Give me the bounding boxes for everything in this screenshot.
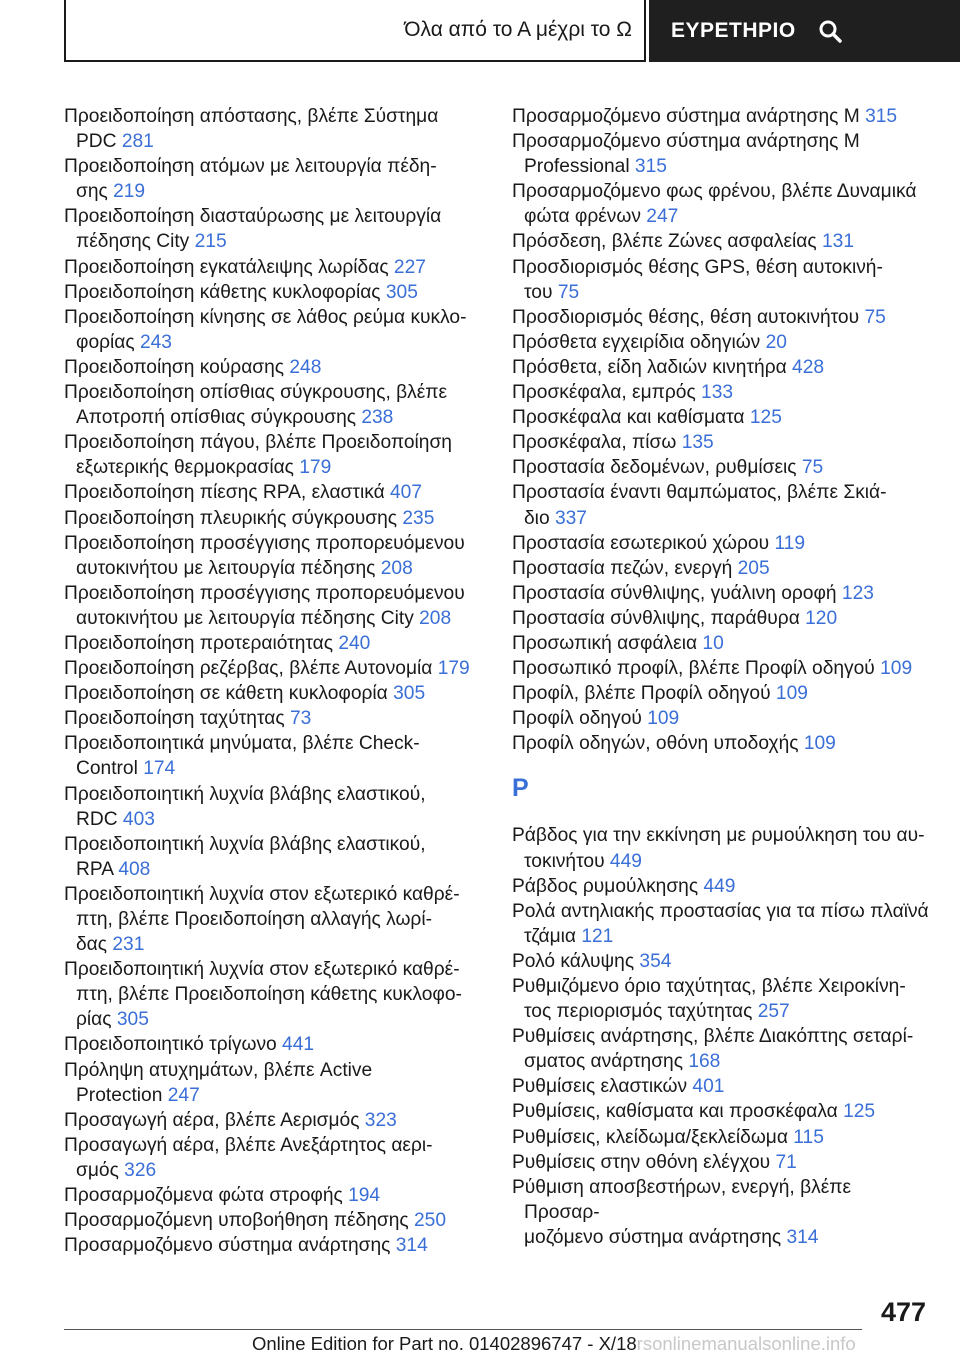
index-entry-text: Προσαρμοζόμενο φως φρένου, βλέπε Δυναμικά xyxy=(512,181,917,203)
index-entry-text: Προειδοποίηση πίεσης RPA, ελαστικά xyxy=(64,482,391,504)
index-entry-text: Προσαρμοζόμενα φώτα στροφής xyxy=(64,1185,349,1207)
page-link[interactable]: 205 xyxy=(737,557,770,579)
page-link[interactable]: 219 xyxy=(113,181,146,203)
index-entry xyxy=(64,1208,474,1233)
index-entry xyxy=(512,1024,932,1074)
index-entry xyxy=(512,1150,932,1175)
page-link[interactable]: 131 xyxy=(821,231,854,253)
page-link[interactable]: 109 xyxy=(647,708,680,730)
page-link[interactable]: 208 xyxy=(380,557,413,579)
index-entry xyxy=(512,1099,932,1124)
index-entry xyxy=(64,1058,474,1108)
index-entry xyxy=(64,506,474,531)
index-entry xyxy=(512,899,932,949)
index-entry-text: Προσαρμοζόμενο σύστημα ανάρτησης M xyxy=(512,106,866,127)
index-entry-text: εξωτερικής θερμοκρασίας xyxy=(76,457,300,479)
page-link[interactable]: 135 xyxy=(681,432,714,454)
top-navigation xyxy=(64,0,960,64)
index-list-r xyxy=(512,823,932,1250)
index-entry-text: Προειδοποίηση ρεζέρβας, βλέπε Αυτονομία xyxy=(64,658,438,680)
page-link[interactable]: 240 xyxy=(338,632,371,654)
page-link[interactable]: 133 xyxy=(701,382,734,404)
index-entry-text: αυτοκινήτου με λειτουργία πέδησης xyxy=(76,557,381,579)
index-entry-text: φορίας xyxy=(76,331,140,353)
index-entry xyxy=(64,255,474,280)
index-entry xyxy=(512,1175,932,1250)
page-link[interactable]: 337 xyxy=(554,507,587,529)
index-entry xyxy=(512,405,932,430)
page-link[interactable]: 119 xyxy=(774,532,806,554)
search-icon[interactable] xyxy=(818,19,842,43)
page-link[interactable]: 449 xyxy=(609,850,642,872)
page-link[interactable]: 123 xyxy=(841,582,874,604)
page-link[interactable]: 227 xyxy=(393,256,426,278)
page-link[interactable]: 179 xyxy=(299,457,332,479)
page-link[interactable]: 231 xyxy=(112,934,145,956)
page-link[interactable]: 354 xyxy=(639,950,672,972)
index-entry-text: τοκινήτου xyxy=(524,850,610,872)
index-column-right xyxy=(512,104,932,1250)
index-entry xyxy=(512,731,932,756)
page-link[interactable]: 109 xyxy=(880,658,913,680)
index-entry xyxy=(512,531,932,556)
index-entry xyxy=(64,1032,474,1057)
index-entry xyxy=(512,974,932,1024)
index-entry xyxy=(512,874,932,899)
index-entry-text: PDC xyxy=(76,131,122,153)
index-entry xyxy=(64,957,474,1032)
page-link[interactable]: 125 xyxy=(749,407,782,429)
index-entry-text: Προειδοποίηση σε κάθετη κυκλοφορία xyxy=(64,683,394,705)
page-link[interactable]: 75 xyxy=(864,306,886,328)
index-entry xyxy=(64,1183,474,1208)
index-entry-text: Προστασία σύνθλιψης, παράθυρα xyxy=(512,607,806,629)
index-entry xyxy=(64,832,474,882)
index-entry xyxy=(64,380,474,430)
index-entry xyxy=(64,305,474,355)
page-link[interactable]: 428 xyxy=(792,356,825,378)
page-link[interactable]: 314 xyxy=(395,1235,428,1257)
index-entry-text: Προειδοποίηση πάγου, βλέπε Προειδοποίηση xyxy=(64,432,452,454)
index-entry-text: σμός xyxy=(76,1159,125,1181)
index-entry-text: Προειδοποιητική λυχνία βλάβης ελαστικού, xyxy=(64,783,426,805)
index-entry-text: Ρυθμίσεις ανάρτησης, βλέπε Διακόπτης σεταρί- xyxy=(512,1026,914,1048)
index-entry-text: Προσωπική ασφάλεια xyxy=(512,632,703,654)
index-entry xyxy=(64,531,474,581)
page-link[interactable]: 315 xyxy=(865,106,898,127)
page-link[interactable]: 441 xyxy=(282,1034,315,1056)
index-entry-text: Προστασία έναντι θαμπώματος, βλέπε Σκιά- xyxy=(512,482,887,504)
index-entry-text: Ρύθμιση αποσβεστήρων, ενεργή, βλέπε Προσαρ- xyxy=(512,1176,852,1223)
page-link[interactable]: 71 xyxy=(775,1151,797,1173)
page-link[interactable]: 115 xyxy=(793,1126,824,1148)
index-entry-text: RPA xyxy=(76,858,119,880)
page-link[interactable]: 449 xyxy=(703,875,736,897)
index-entry-text: φώτα φρένων xyxy=(524,206,647,228)
index-entry xyxy=(512,229,932,254)
page-link[interactable]: 73 xyxy=(289,708,312,730)
index-entry-text: Προσκέφαλα, εμπρός xyxy=(512,382,702,404)
page-link[interactable]: 305 xyxy=(385,281,418,303)
index-entry xyxy=(64,355,474,380)
index-entry-text: RDC xyxy=(76,808,123,830)
page-link[interactable]: 323 xyxy=(364,1109,397,1131)
index-entry-text: Professional xyxy=(524,156,635,178)
index-entry xyxy=(64,681,474,706)
index-entry xyxy=(512,355,932,380)
page-link[interactable]: 208 xyxy=(419,607,452,629)
index-column-left xyxy=(64,104,474,1258)
index-entry-text: Ρολά αντηλιακής προστασίας για τα πίσω πλαϊνά xyxy=(512,900,929,922)
index-entry xyxy=(64,104,474,154)
index-entry-text: σης xyxy=(76,181,114,203)
index-entry-text: Προειδοποίηση προσέγγισης προπορευόμενου xyxy=(64,582,465,604)
tab-a-to-z[interactable] xyxy=(64,0,646,62)
index-entry-text: Προσαρμοζόμενο σύστημα ανάρτησης xyxy=(64,1235,396,1257)
index-entry-text: Προειδοποίηση διασταύρωσης με λειτουργία xyxy=(64,206,442,228)
page-link[interactable]: 125 xyxy=(843,1101,876,1123)
index-entry xyxy=(64,430,474,480)
page-link[interactable]: 194 xyxy=(348,1185,381,1207)
index-entry-text: του xyxy=(524,281,558,303)
index-entry-text: Προειδοποίηση οπίσθιας σύγκρουσης, βλέπε xyxy=(64,382,448,404)
index-entry-text: Προειδοποίηση εγκατάλειψης λωρίδας xyxy=(64,256,394,278)
index-entry xyxy=(64,1133,474,1183)
index-entry xyxy=(64,280,474,305)
index-entry-text: Προειδοποίηση κούρασης xyxy=(64,356,290,378)
index-entry-text: Ρολό κάλυψης xyxy=(512,950,640,972)
index-entry xyxy=(512,706,932,731)
index-entry xyxy=(512,1125,932,1150)
index-entry-text: Προειδοποίηση προσέγγισης προπορευόμενου xyxy=(64,532,465,554)
index-entry xyxy=(512,104,932,129)
index-entry-text: Πρόληψη ατυχημάτων, βλέπε Active xyxy=(64,1059,373,1081)
page-link[interactable]: 247 xyxy=(167,1084,200,1106)
index-entry xyxy=(64,480,474,505)
page-link[interactable]: 257 xyxy=(757,1001,790,1023)
index-entry-text: Προειδοποίηση ατόμων με λειτουργία πέδη- xyxy=(64,156,437,178)
index-entry xyxy=(512,380,932,405)
index-entry-text: διο xyxy=(524,507,555,529)
index-entry-text: Προφίλ οδηγού xyxy=(512,708,648,730)
index-list-p-continued xyxy=(512,104,932,756)
index-entry-text: Ρυθμίσεις στην οθόνη ελέγχου xyxy=(512,1151,776,1173)
page-link[interactable]: 248 xyxy=(289,356,322,378)
index-entry xyxy=(64,1108,474,1133)
index-entry-text: ρίας xyxy=(76,1009,117,1031)
page-link[interactable]: 408 xyxy=(118,858,151,880)
index-entry-text: Προφίλ οδηγών, οθόνη υποδοχής xyxy=(512,733,804,755)
index-entry-text: τζάμια xyxy=(524,925,582,947)
index-entry-text: Προσκέφαλα και καθίσματα xyxy=(512,407,750,429)
page-link[interactable]: 121 xyxy=(581,925,614,947)
index-entry-text: Προειδοποιητικό τρίγωνο xyxy=(64,1034,283,1056)
index-entry-text: Ράβδος ρυμούλκησης xyxy=(512,875,704,897)
index-entry-text: Προστασία δεδομένων, ρυθμίσεις xyxy=(512,457,802,479)
index-entry-text: Προειδοποίηση κάθετης κυκλοφορίας xyxy=(64,281,386,303)
index-entry-text: σματος ανάρτησης xyxy=(524,1051,689,1073)
page-number: 477 xyxy=(880,1297,926,1327)
page-link[interactable]: 407 xyxy=(390,482,423,504)
index-entry xyxy=(512,480,932,530)
index-entry-text: μοζόμενο σύστημα ανάρτησης xyxy=(524,1226,787,1248)
index-entry xyxy=(512,606,932,631)
index-entry-text: Αποτροπή οπίσθιας σύγκρουσης xyxy=(76,407,362,429)
index-entry-text: Πρόσθετα εγχειρίδια οδηγιών xyxy=(512,331,766,353)
page-link[interactable]: 20 xyxy=(765,331,787,353)
footer-watermark: rsonlinemanualsonline.info xyxy=(636,1333,856,1354)
page-link[interactable]: 250 xyxy=(414,1210,447,1232)
index-entry-text: Προσκέφαλα, πίσω xyxy=(512,432,682,454)
index-entry xyxy=(64,1233,474,1258)
page-link[interactable]: 401 xyxy=(692,1076,725,1098)
page-link[interactable]: 179 xyxy=(437,658,470,680)
page-link[interactable]: 305 xyxy=(393,683,426,705)
tab-index[interactable] xyxy=(649,0,960,62)
index-entry xyxy=(512,455,932,480)
footer-edition-text: Online Edition for Part no. 01402896747 - X/18 xyxy=(252,1333,637,1354)
page-link[interactable]: 247 xyxy=(646,206,679,228)
page-link[interactable]: 10 xyxy=(702,632,724,654)
index-entry-text: Προσδιορισμός θέσης GPS, θέση αυτοκινή- xyxy=(512,256,883,278)
page-link[interactable]: 168 xyxy=(688,1051,721,1073)
index-entry-text: Προσαρμοζόμενο σύστημα ανάρτησης M xyxy=(512,131,860,153)
page-link[interactable]: 174 xyxy=(143,758,176,780)
index-entry-text: Πρόσδεση, βλέπε Ζώνες ασφαλείας xyxy=(512,231,822,253)
index-entry-text: Προειδοποιητικά μηνύματα, βλέπε Check- xyxy=(64,733,420,755)
page-link[interactable]: 281 xyxy=(121,131,154,153)
index-entry xyxy=(64,706,474,731)
index-entry-text: Προσαγωγή αέρα, βλέπε Αερισμός xyxy=(64,1109,365,1131)
index-entry-text: Προειδοποίηση απόστασης, βλέπε Σύστημα xyxy=(64,106,439,127)
index-entry-text: Προειδοποίηση κίνησης σε λάθος ρεύμα κυκλο- xyxy=(64,306,467,328)
index-entry-text: Προειδοποιητική λυχνία στον εξωτερικό καθρέ- xyxy=(64,959,460,981)
index-entry-text: Προφίλ, βλέπε Προφίλ οδηγού xyxy=(512,683,776,705)
footer-divider xyxy=(64,1329,862,1330)
index-entry xyxy=(64,204,474,254)
index-entry xyxy=(512,430,932,455)
index-entry xyxy=(64,631,474,656)
index-entry-text: δας xyxy=(76,934,113,956)
index-entry-text: Ρυθμίσεις ελαστικών xyxy=(512,1076,693,1098)
page-link[interactable]: 403 xyxy=(122,808,155,830)
index-entry xyxy=(512,556,932,581)
index-entry xyxy=(64,731,474,781)
index-entry-text: Προειδοποίηση ταχύτητας xyxy=(64,708,290,730)
index-entry xyxy=(512,823,932,873)
index-entry-text: Control xyxy=(76,758,144,780)
index-entry xyxy=(512,179,932,229)
index-entry-text: Προειδοποίηση προτεραιότητας xyxy=(64,632,339,654)
index-entry-text: Ράβδος για την εκκίνηση με ρυμούλκηση του αυ- xyxy=(512,825,925,847)
index-entry-text: Προειδοποιητική λυχνία στον εξωτερικό καθρέ- xyxy=(64,883,460,905)
page-link[interactable]: 109 xyxy=(775,683,808,705)
page-link[interactable]: 326 xyxy=(124,1159,157,1181)
index-entry xyxy=(64,782,474,832)
index-entry-text: πέδησης City xyxy=(76,231,195,253)
index-entry xyxy=(512,656,932,681)
page-link[interactable]: 305 xyxy=(116,1009,149,1031)
footer xyxy=(252,1333,856,1355)
page-link[interactable]: 238 xyxy=(361,407,394,429)
page-link[interactable]: 215 xyxy=(194,231,227,253)
index-entry-text: Προσαγωγή αέρα, βλέπε Ανεξάρτητος αερι- xyxy=(64,1134,433,1156)
index-entry xyxy=(64,154,474,204)
index-entry-text: Ρυθμίσεις, καθίσματα και προσκέφαλα xyxy=(512,1101,844,1123)
index-entry xyxy=(512,330,932,355)
index-entry xyxy=(512,305,932,330)
page-link[interactable]: 235 xyxy=(402,507,435,529)
index-entry-text: Προστασία πεζών, ενεργή xyxy=(512,557,738,579)
index-entry-text: Προστασία εσωτερικού χώρου xyxy=(512,532,775,554)
index-entry xyxy=(512,949,932,974)
index-entry xyxy=(512,1074,932,1099)
index-entry xyxy=(64,656,474,681)
index-entry-text: Προσδιορισμός θέσης, θέση αυτοκινήτου xyxy=(512,306,865,328)
index-entry-text: αυτοκινήτου με λειτουργία πέδησης City xyxy=(76,607,420,629)
index-entry xyxy=(64,581,474,631)
index-entry-text: Ρυθμίσεις, κλείδωμα/ξεκλείδωμα xyxy=(512,1126,794,1148)
index-entry xyxy=(512,681,932,706)
page-link[interactable]: 315 xyxy=(634,156,667,178)
index-entry-text: Προσωπικό προφίλ, βλέπε Προφίλ οδηγού xyxy=(512,658,881,680)
tab-a-to-z-label: Όλα από το Α μέχρι το Ω xyxy=(404,18,632,41)
section-letter-heading: Ρ xyxy=(512,774,529,803)
index-entry xyxy=(512,581,932,606)
index-entry-text: Protection xyxy=(76,1084,168,1106)
index-entry xyxy=(64,882,474,957)
index-entry-text: Πρόσθετα, είδη λαδιών κινητήρα xyxy=(512,356,793,378)
page-link[interactable]: 120 xyxy=(805,607,838,629)
page-link[interactable]: 243 xyxy=(139,331,172,353)
index-entry xyxy=(512,255,932,305)
page-link[interactable]: 314 xyxy=(786,1226,819,1248)
index-entry-text: πτη, βλέπε Προειδοποίηση κάθετης κυκλοφο- xyxy=(76,984,462,1006)
index-entry-text: Προειδοποίηση πλευρικής σύγκρουσης xyxy=(64,507,403,529)
index-entry-text: πτη, βλέπε Προειδοποίηση αλλαγής λωρί- xyxy=(76,909,432,930)
index-entry xyxy=(512,129,932,179)
tab-index-label: ΕΥΡΕΤΗΡΙΟ xyxy=(671,19,796,42)
index-entry-text: Προστασία σύνθλιψης, γυάλινη οροφή xyxy=(512,582,842,604)
page-link[interactable]: 109 xyxy=(803,733,836,755)
index-entry-text: τος περιορισμός ταχύτητας xyxy=(524,1001,758,1023)
page-link[interactable]: 75 xyxy=(801,457,824,479)
index-entry xyxy=(512,631,932,656)
index-entry-text: Ρυθμιζόμενο όριο ταχύτητας, βλέπε Χειροκίνη- xyxy=(512,976,906,997)
page-link[interactable]: 75 xyxy=(557,281,580,303)
index-entry-text: Προειδοποιητική λυχνία βλάβης ελαστικού, xyxy=(64,833,426,855)
index-entry-text: Προσαρμοζόμενη υποβοήθηση πέδησης xyxy=(64,1210,415,1232)
